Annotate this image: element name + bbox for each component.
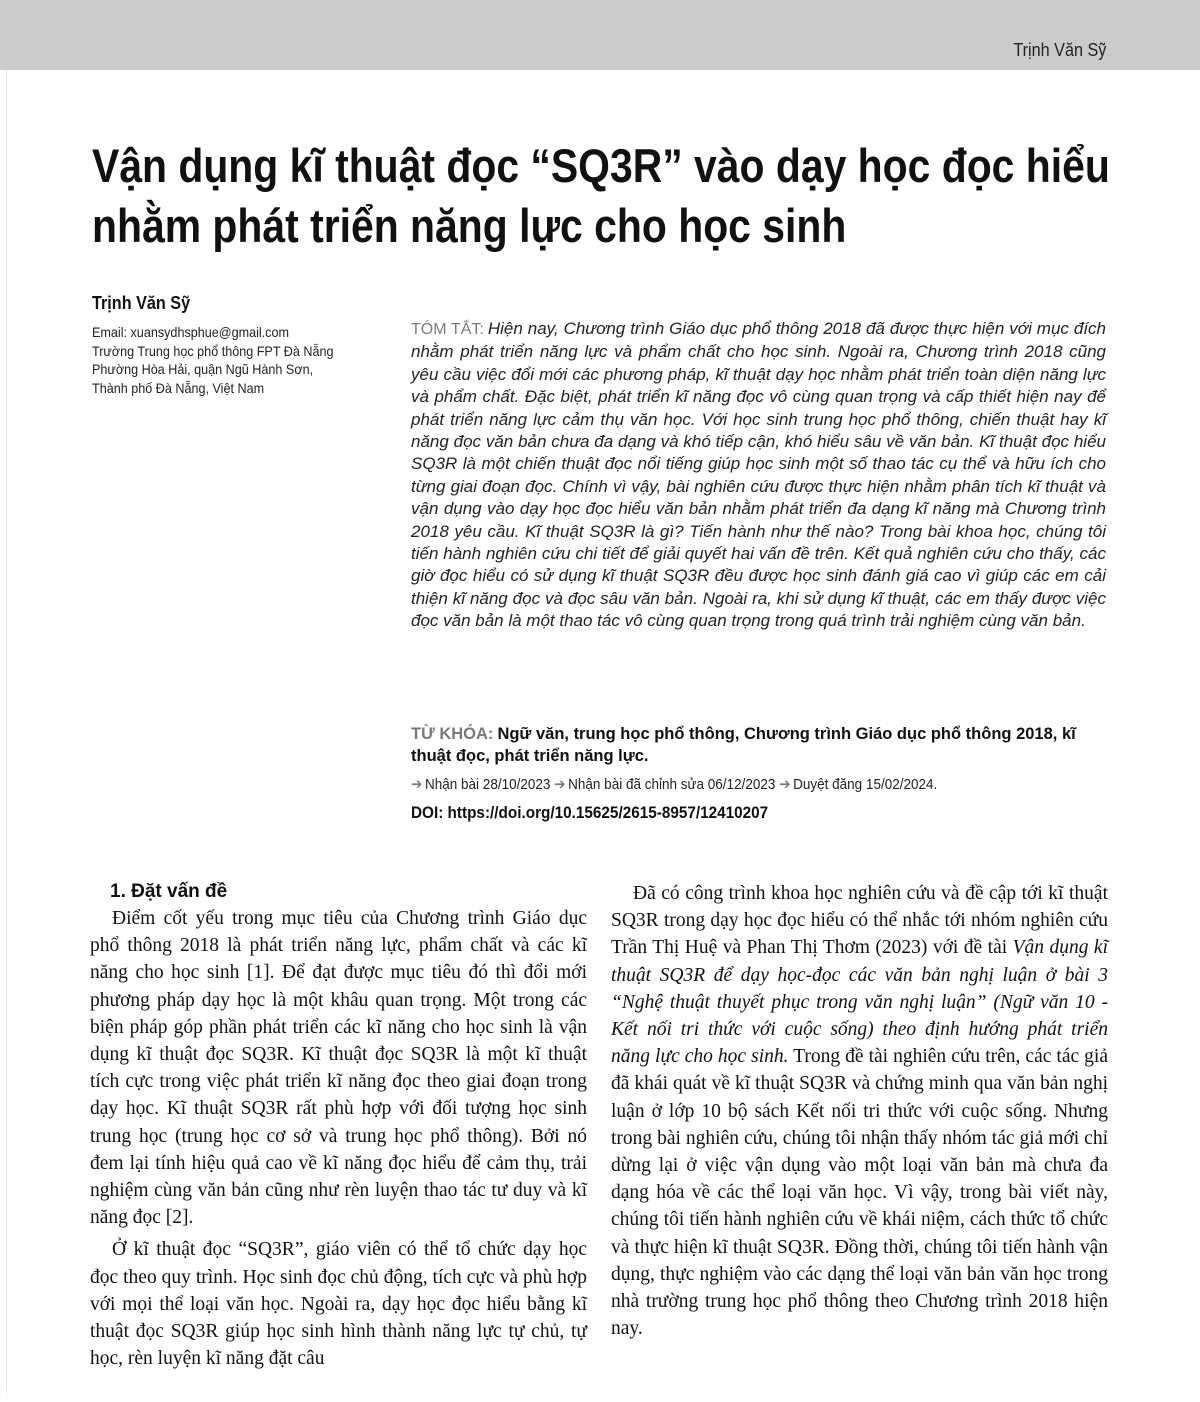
body-paragraph: Ở kĩ thuật đọc “SQ3R”, giáo viên có thể tổ chức dạy học đọc theo quy trình. Học sinh đọc chủ động, tích cực và phù hợp với mọi thể loại văn học. Ngoài ra, dạy học đọc hiểu bằng kĩ thuật đọc SQ3R giúp học sinh hình thành năng lực tự chủ, tự học, rèn luyện kĩ năng đặt câu bbox=[90, 1239, 587, 1370]
body-column-left bbox=[90, 878, 587, 1372]
section-heading: 1. Đặt vấn đề bbox=[110, 881, 228, 902]
body-text: Trong đề tài nghiên cứu trên, các tác giả đã khái quát về kĩ thuật SQ3R và chứng minh qua văn bản nghị luận ở lớp 10 bộ sách Kết nối tri thức với cuộc sống. Nhưng trong bài nghiên cứu, chúng tôi nhận thấy nhóm tác giả mới chỉ dừng lại ở việc vận dụng vào một loại văn bản mà chưa đa dạng hóa về các thể loại văn học. Vì vậy, trong bài viết này, chúng tôi tiến hành nghiên cứu về khái niệm, cách thức tổ chức và thực hiện kĩ thuật SQ3R. Đồng thời, chúng tôi tiến hành vận dụng, thực nghiệm vào các dạng thể loại văn bản văn học trong nhà trường trung học phổ thông theo Chương trình 2018 hiện nay. bbox=[611, 1046, 1108, 1340]
abstract-label: TÓM TẮT: bbox=[411, 321, 484, 338]
author-affiliation-line-2: Phường Hòa Hải, quận Ngũ Hành Sơn, bbox=[92, 361, 314, 377]
doi-link[interactable]: DOI: https://doi.org/10.15625/2615-8957/12410207 bbox=[411, 803, 769, 822]
keywords bbox=[411, 723, 1106, 767]
paper-title-line-2: nhằm phát triển năng lực cho học sinh bbox=[92, 199, 847, 252]
cited-work-title: Vận dụng kĩ thuật SQ3R để dạy học-đọc các văn bản nghị luận ở bài 3 “Nghệ thuật thuyết phục trong văn nghị luận” (Ngữ văn 10 - Kết nối tri thức với cuộc sống) theo định hướng phát triển năng lực cho học sinh. bbox=[611, 937, 1108, 1068]
arrow-icon: ➔ bbox=[411, 776, 423, 793]
body-paragraph: Điểm cốt yếu trong mục tiêu của Chương trình Giáo dục phổ thông 2018 là phát triển năng lực, phẩm chất và các kĩ năng cho học sinh [1]. Để đạt được mục tiêu đó thì đổi mới phương pháp dạy học là một khâu quan trọng. Một trong các biện pháp góp phần phát triển các kĩ năng cho học sinh là vận dụng kĩ thuật đọc SQ3R. Kĩ thuật đọc SQ3R là một kĩ thuật tích cực trong việc phát triển kĩ năng đọc theo giai đoạn trong dạy học. Kĩ thuật SQ3R rất phù hợp với đối tượng học sinh trung học (trung học cơ sở và trung học phổ thông). Bởi nó đem lại tính hiệu quả cao về kĩ năng đọc hiểu để cảm thụ, trải nghiệm cùng văn bản cũng như rèn luyện thao tác tư duy và kĩ năng đọc [2]. bbox=[90, 908, 587, 1229]
keywords-text: Ngữ văn, trung học phổ thông, Chương trình Giáo dục phổ thông 2018, kĩ thuật đọc, phát triển năng lực. bbox=[411, 725, 1076, 765]
arrow-icon: ➔ bbox=[779, 776, 791, 793]
author-affiliation-line-1: Trường Trung học phổ thông FPT Đà Nẵng bbox=[92, 342, 334, 359]
author-email: Email: xuansydhsphue@gmail.com bbox=[92, 324, 289, 340]
date-accepted: Duyệt đăng 15/02/2024. bbox=[793, 776, 938, 793]
keywords-label: TỪ KHÓA: bbox=[411, 725, 494, 743]
author-name: Trịnh Văn Sỹ bbox=[92, 293, 191, 313]
date-received: Nhận bài 28/10/2023 bbox=[425, 776, 551, 793]
running-head-author: Trịnh Văn Sỹ bbox=[1012, 40, 1106, 60]
author-affiliation-line-3: Thành phố Đà Nẵng, Việt Nam bbox=[92, 379, 265, 396]
body-column-right bbox=[611, 880, 1108, 1342]
paper-title bbox=[92, 136, 1110, 256]
article-dates bbox=[411, 775, 937, 793]
paper-title-line-1: Vận dụng kĩ thuật đọc “SQ3R” vào dạy học đọc hiểu bbox=[92, 139, 1110, 192]
arrow-icon: ➔ bbox=[554, 776, 566, 793]
abstract-text: Hiện nay, Chương trình Giáo dục phổ thông 2018 đã được thực hiện với mục đích nhằm phát triển năng lực và phẩm chất cho học sinh. Ngoài ra, Chương trình 2018 cũng yêu cầu việc đổi mới các phương pháp, kĩ thuật dạy học nhằm phát triển toàn diện năng lực và phẩm chất. Đặc biệt, phát triển kĩ năng đọc vô cùng quan trọng và cấp thiết hiện nay để phát triển năng lực cảm thụ văn học. Với học sinh trung học phổ thông, chiến thuật hay kĩ năng đọc văn bản chưa đa dạng và khó tiếp cận, khó hiểu sâu về văn bản. Kĩ thuật đọc hiểu SQ3R là một chiến thuật đọc nổi tiếng giúp học sinh một số thao tác cụ thể và hữu ích cho từng giai đoạn đọc. Chính vì vậy, bài nghiên cứu được thực hiện nhằm phân tích kĩ thuật và vận dụng vào dạy học đọc hiểu văn bản nhằm phát triển đa dạng kĩ năng mà Chương trình 2018 yêu cầu. Kĩ thuật SQ3R là gì? Tiến hành như thế nào? Trong bài khoa học, chúng tôi tiến hành nghiên cứu chi tiết để giải quyết hai vấn đề trên. Kết quả nghiên cứu cho thấy, các giờ đọc hiểu có sử dụng kĩ thuật SQ3R đều được học sinh đánh giá cao vì giúp các em cải thiện kĩ năng đọc và đọc sâu văn bản. Ngoài ra, khi sử dụng kĩ thuật, các em thấy được việc đọc văn bản là một thao tác vô cùng quan trọng trong quá trình trải nghiệm cùng văn bản. bbox=[411, 319, 1106, 631]
abstract bbox=[411, 318, 1106, 633]
body-text: Đã có công trình khoa học nghiên cứu và đề cập tới kĩ thuật SQ3R trong dạy học đọc hiểu có thể nhắc tới nhóm nghiên cứu Trần Thị Huệ và Phan Thị Thơm (2023) với đề tài bbox=[611, 883, 1108, 959]
author-info bbox=[92, 323, 334, 397]
page-cutoff-fade bbox=[0, 1382, 1200, 1402]
body-paragraph bbox=[611, 880, 1108, 1342]
date-revised: Nhận bài đã chỉnh sửa 06/12/2023 bbox=[568, 776, 776, 793]
